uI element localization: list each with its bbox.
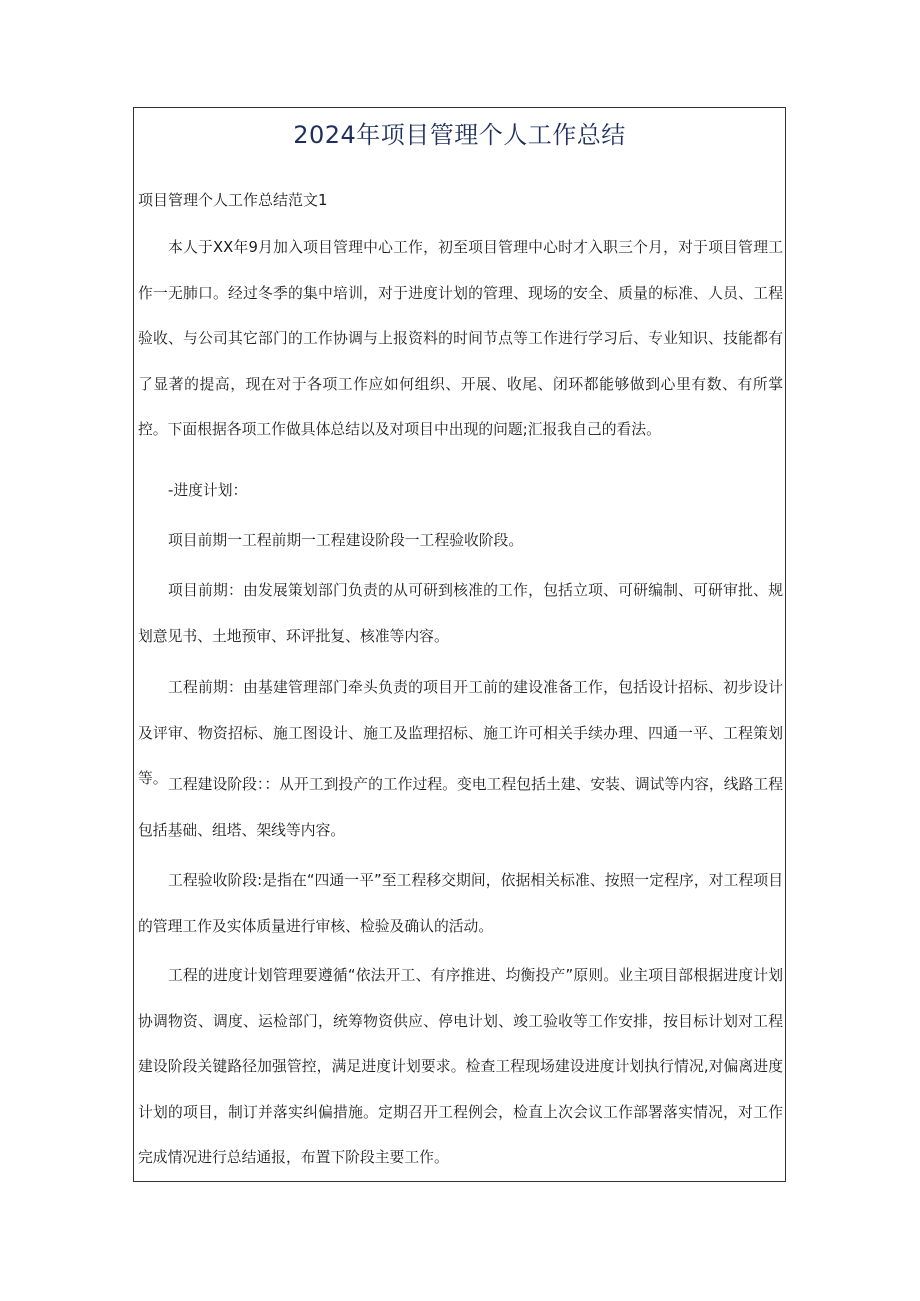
paragraph-acceptance-stage: 工程验收阶段:是指在“四通一平”至工程移交期间，依据相关标准、按照一定程序，对工程项目的管理工作及实体质量进行审核、检验及确认的活动。 [138,872,783,935]
document-page [133,107,786,1182]
paragraph-progress-plan-heading: -进度计划： [168,482,248,499]
paragraph-engineering-early-stage: 工程前期：由基建管理部门牵头负责的项目开工前的建设准备工作，包括设计招标、初步设计及评审、物资招标、施工图设计、施工及监理招标、施工许可相关手续办理、四通一平、工程策划等。 [138,679,783,787]
paragraph-stages-overview: 项目前期一工程前期一工程建设阶段一工程验收阶段。 [168,532,524,549]
paragraph-construction-stage: 工程建设阶段：：从开工到投产的工作过程。变电工程包括土建、安装、调试等内容，线路工程包括基础、组塔、架线等内容。 [138,776,783,839]
paragraph-intro: 本人于XX年9月加入项目管理中心工作，初至项目管理中心时才入职三个月，对于项目管理工作一无肺口。经过冬季的集中培训，对于进度计划的管理、现场的安全、质量的标准、人员、工程验收、与公司其它部门的工作协调与上报资料的时间节点等工作进行学习后、专业知识、技能都有了显著的提高，现在对于各项工作应如何组织、开展、收尾、闭环都能够做到心里有数、有所掌控。下面根据各项工作做具体总结以及对项目中出现的问题;汇报我自己的看法。 [138,239,783,438]
paragraph-schedule-management: 工程的进度计划管理要遵循“依法开工、有序推进、均衡投产”原则。业主项目部根据进度计划协调物资、调度、运检部门，统筹物资供应、停电计划、竣工验收等工作安排，按目标计划对工程建设阶段关键路径加强管控，满足进度计划要求。检查工程现场建设进度计划执行情况,对偏离进度计划的项目，制订并落实纠偏措施。定期召开工程例会，检直上次会议工作部署落实情况，对工作完成情况进行总结通报，布置下阶段主要工作。 [138,967,783,1166]
paragraph-project-early-stage: 项目前期：由发展策划部门负责的从可研到核准的工作，包括立项、可研编制、可研审批、规划意见书、土地预审、环评批复、核准等内容。 [138,582,783,645]
document-title: 2024年项目管理个人工作总结 [293,121,626,149]
section-heading: 项目管理个人工作总结范文1 [138,191,328,209]
